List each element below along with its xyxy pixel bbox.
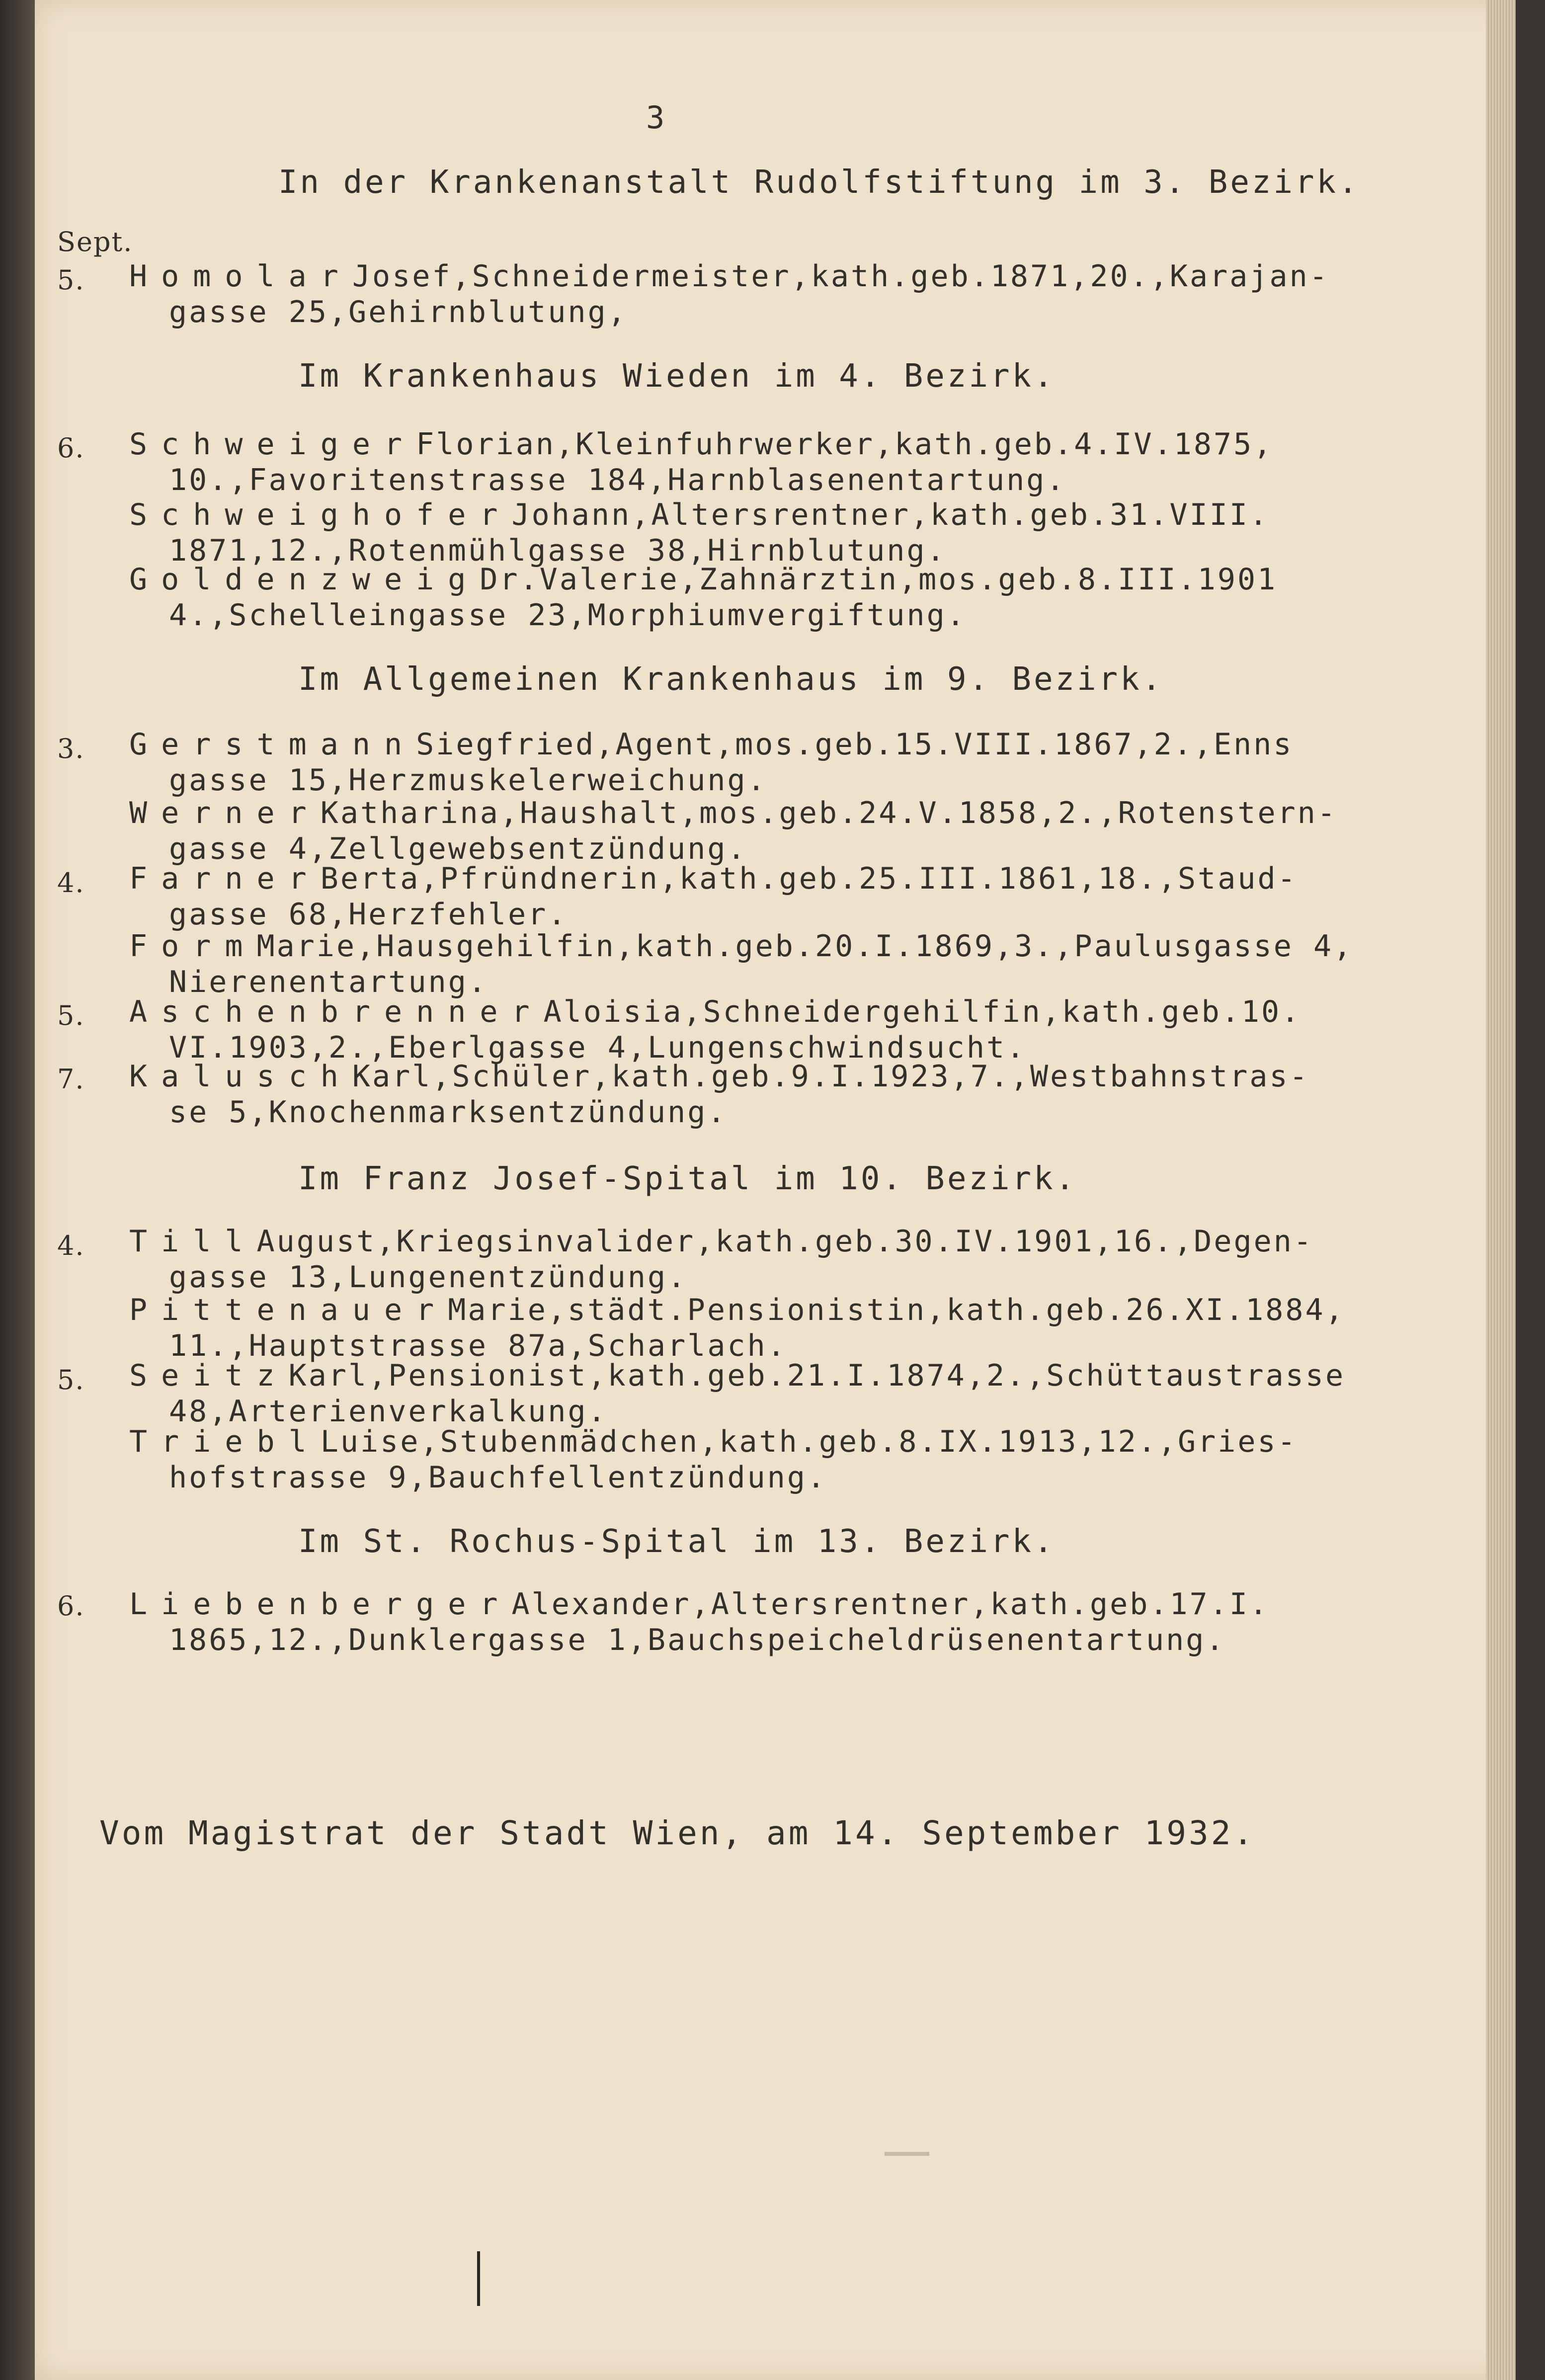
death-entry <box>129 1059 1309 1130</box>
entry-text: Berta,Pfründnerin,kath.geb.25.III.1861,18.,Staud- <box>320 861 1298 896</box>
entry-name: Gerstmann <box>129 727 416 762</box>
death-entry <box>129 1224 1313 1295</box>
death-entry <box>129 1424 1298 1495</box>
entry-name: Form <box>129 929 257 964</box>
death-entry <box>129 795 1337 867</box>
entry-name: Pittenauer <box>129 1293 448 1327</box>
page-stack-edge <box>1486 0 1516 2380</box>
entry-text: Florian,Kleinfuhrwerker,kath.geb.4.IV.1875, <box>416 427 1274 462</box>
entry-day: 5. <box>57 264 85 296</box>
entry-name: Liebenberger <box>129 1587 512 1622</box>
entry-name: Schweiger <box>129 427 416 462</box>
book-binding-edge <box>0 0 35 2380</box>
entry-continuation: VI.1903,2.,Eberlgasse 4,Lungenschwindsucht. <box>169 1030 1027 1065</box>
entry-continuation: hofstrasse 9,Bauchfellentzündung. <box>169 1460 827 1495</box>
entry-text: Josef,Schneidermeister,kath.geb.1871,20.,Karajan- <box>352 259 1329 294</box>
entry-name: Triebl <box>129 1424 321 1459</box>
entry-text: Marie,Hausgehilfin,kath.geb.20.I.1869,3.,Paulusgasse 4, <box>256 929 1354 964</box>
entry-text: Aloisia,Schneidergehilfin,kath.geb.10. <box>543 994 1301 1029</box>
entry-continuation: Nierenentartung. <box>169 965 488 999</box>
document-page <box>35 0 1516 2380</box>
entry-name: Aschenbrenner <box>129 994 544 1029</box>
entry-text: Alexander,Altersrentner,kath.geb.17.I. <box>511 1587 1270 1622</box>
entry-text: Siegfried,Agent,mos.geb.15.VIII.1867,2.,Enns <box>416 727 1294 762</box>
section-heading: Im Franz Josef-Spital im 10. Bezirk. <box>298 1160 1077 1197</box>
entry-day: 3. <box>57 733 85 764</box>
entry-text: Luise,Stubenmädchen,kath.geb.8.IX.1913,12.,Gries- <box>320 1424 1298 1459</box>
entry-name: Seitz <box>129 1358 289 1393</box>
entry-continuation: 1871,12.,Rotenmühlgasse 38,Hirnblutung. <box>169 533 947 568</box>
entry-continuation: 11.,Hauptstrasse 87a,Scharlach. <box>169 1328 787 1363</box>
death-entry <box>129 1358 1345 1429</box>
death-entry <box>129 497 1269 569</box>
entry-day: 4. <box>57 867 85 899</box>
entry-continuation: 10.,Favoritenstrasse 184,Harnblasenentartung. <box>169 463 1066 497</box>
entry-text: August,Kriegsinvalider,kath.geb.30.IV.1901,16.,Degen- <box>256 1224 1314 1259</box>
section-heading: Im Krankenhaus Wieden im 4. Bezirk. <box>298 358 1056 395</box>
death-entry <box>129 1292 1345 1364</box>
entry-name: Kalusch <box>129 1059 352 1094</box>
entry-name: Werner <box>129 796 321 830</box>
entry-day: 6. <box>57 1590 85 1622</box>
entry-continuation: 4.,Schelleingasse 23,Morphiumvergiftung. <box>169 598 967 633</box>
signature-line: Vom Magistrat der Stadt Wien, am 14. September 1932. <box>99 1814 1256 1852</box>
entry-text: Marie,städt.Pensionistin,kath.geb.26.XI.1884, <box>448 1293 1345 1327</box>
ink-mark <box>477 2251 480 2306</box>
page-number: 3 <box>646 99 668 136</box>
entry-continuation: 1865,12.,Dunklergasse 1,Bauchspeicheldrüsenentartung. <box>169 1623 1226 1657</box>
entry-text: Dr.Valerie,Zahnärztin,mos.geb.8.III.1901 <box>480 562 1278 597</box>
entry-text: Karl,Schüler,kath.geb.9.I.1923,7.,Westbahnstras- <box>352 1059 1309 1094</box>
entry-day: 4. <box>57 1230 85 1261</box>
death-entry <box>129 426 1273 498</box>
entry-name: Schweighofer <box>129 497 512 532</box>
entry-name: Homolar <box>129 259 352 294</box>
death-entry <box>129 928 1353 1000</box>
ink-smudge <box>885 2152 929 2156</box>
death-entry <box>129 1586 1269 1658</box>
entry-continuation: gasse 4,Zellgewebsentzündung. <box>169 831 747 866</box>
entry-day: 7. <box>57 1064 85 1095</box>
death-entry <box>129 562 1277 633</box>
entry-day: 6. <box>57 432 85 464</box>
entry-name: Farner <box>129 861 321 896</box>
section-heading: In der Krankenanstalt Rudolfstiftung im 3. Bezirk. <box>278 164 1360 201</box>
death-entry <box>129 727 1294 798</box>
entry-continuation: gasse 13,Lungenentzündung. <box>169 1260 688 1295</box>
section-heading: Im Allgemeinen Krankenhaus im 9. Bezirk. <box>298 661 1164 698</box>
death-entry <box>129 258 1329 330</box>
entry-text: Katharina,Haushalt,mos.geb.24.V.1858,2.,Rotenstern- <box>320 796 1338 830</box>
entry-continuation: gasse 15,Herzmuskelerweichung. <box>169 763 767 798</box>
section-heading: Im St. Rochus-Spital im 13. Bezirk. <box>298 1523 1056 1560</box>
entry-text: Karl,Pensionist,kath.geb.21.I.1874,2.,Schüttaustrasse <box>288 1358 1346 1393</box>
entry-name: Till <box>129 1224 257 1259</box>
entry-continuation: 48,Arterienverkalkung. <box>169 1394 608 1429</box>
entry-continuation: se 5,Knochenmarksentzündung. <box>169 1095 728 1130</box>
entry-continuation: gasse 68,Herzfehler. <box>169 897 568 932</box>
death-entry <box>129 861 1298 932</box>
entry-day: 5. <box>57 1364 85 1395</box>
entry-text: Johann,Altersrentner,kath.geb.31.VIII. <box>511 497 1270 532</box>
death-entry <box>129 994 1301 1066</box>
entry-continuation: gasse 25,Gehirnblutung, <box>169 295 628 329</box>
entry-day: 5. <box>57 1000 85 1031</box>
month-note: Sept. <box>57 226 133 257</box>
entry-name: Goldenzweig <box>129 562 480 597</box>
